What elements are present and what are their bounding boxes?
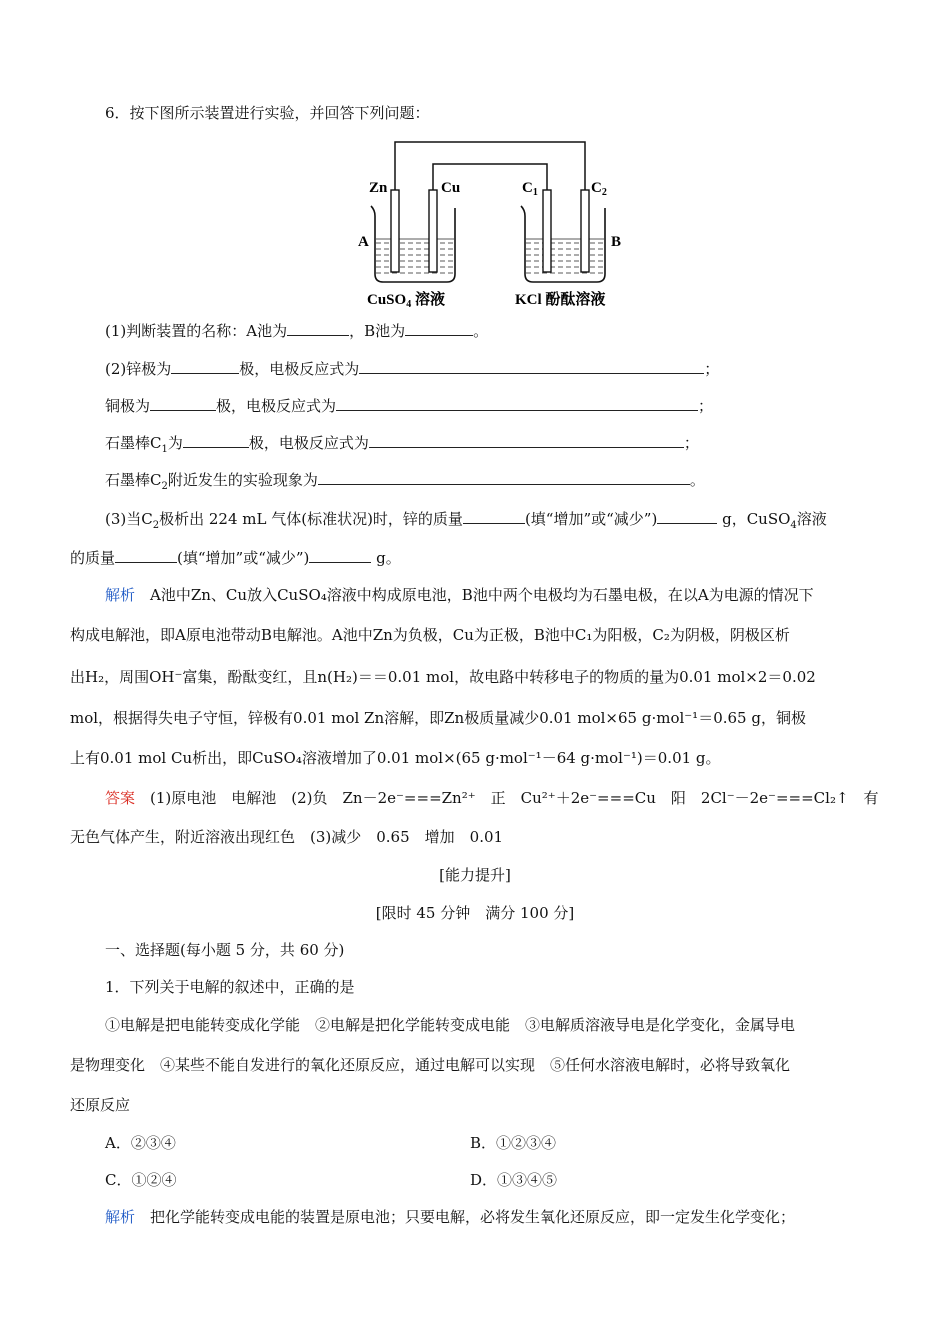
blank-zinc-equation[interactable] [359, 357, 704, 374]
question-6-stem: 6．按下图所示装置进行实验，并回答下列问题： [105, 104, 430, 122]
beaker-b [521, 206, 605, 282]
svg-text:C2 [591, 180, 607, 198]
q6-p4-text-b: 为 [167, 434, 183, 452]
q6-p5-text-c: 。 [689, 471, 705, 489]
option-c[interactable]: C．①②④ [105, 1171, 177, 1189]
q6-p2-text-a: (2)锌极为 [105, 360, 172, 378]
q6-part2-line [105, 357, 719, 380]
q6-analysis-line5: 上有0.01 mol Cu析出，即CuSO₄溶液增加了0.01 mol×(65 g·mol⁻¹－64 g·mol⁻¹)＝0.01 g。 [70, 749, 721, 767]
q6-answer-line1 [105, 787, 879, 809]
blank-c2-phenomenon[interactable] [318, 468, 690, 485]
label-solution-a-sub: 4 [406, 299, 412, 310]
section-part-title: 一、选择题(每小题 5 分，共 60 分) [105, 941, 345, 959]
beaker-a [371, 206, 455, 282]
q1-statement-line3: 还原反应 [70, 1096, 131, 1114]
q6-analysis-line3: 出H₂，周围OH⁻富集，酚酞变红，且n(H₂)＝＝0.01 mol，故电路中转移电子的物质的量为0.01 mol×2＝0.02 [70, 668, 816, 686]
q6-c1-line [105, 431, 699, 454]
q6-p2-text-c: ； [704, 360, 720, 378]
q6-p3-text-c: ； [698, 397, 714, 415]
electrochemistry-apparatus-figure [355, 138, 630, 310]
q6-p7-text-a: 的质量 [70, 549, 116, 567]
q6-p3-text-b: 极，电极反应式为 [216, 397, 337, 415]
option-a[interactable]: A．②③④ [105, 1134, 176, 1152]
q6-analysis-line2: 构成电解池，即A原电池带动B电解池。A池中Zn为负极，Cu为正极，B池中C₁为阳极，C₂为阴极，阴极区析 [70, 626, 790, 644]
q1-analysis-label: 解析 [105, 1208, 136, 1226]
q6-p4-sub: 1 [161, 444, 168, 455]
solution-a-liquid [376, 239, 454, 273]
q6-part1-line [105, 319, 488, 342]
q6-p6-text-b: 极析出 224 mL 气体(标准状况)时，锌的质量 [159, 510, 463, 528]
q6-p7-text-b: (填“增加”或“减少”) [177, 549, 310, 567]
q6-p1-text-c: 。 [473, 322, 489, 340]
q6-answer-text-1: (1)原电池 电解池 (2)负 Zn－2e⁻===Zn²⁺ 正 Cu²⁺＋2e⁻===Cu 阳 2Cl⁻－2e⁻===Cl₂↑ 有 [135, 789, 879, 807]
q6-p1-text-a: (1)判断装置的名称：A池为 [105, 322, 288, 340]
q6-p6-text-a: (3)当C [105, 510, 153, 528]
graphite-c1-electrode [543, 190, 551, 272]
solution-b-liquid [526, 239, 604, 273]
graphite-c2-electrode [581, 190, 589, 272]
blank-solution-mass[interactable] [309, 546, 371, 563]
section-title: [能力提升] [439, 866, 511, 884]
q1-statement-line2: 是物理变化 ④某些不能自发进行的氧化还原反应，通过电解可以实现 ⑤任何水溶液电解时，必将导致氧化 [70, 1056, 791, 1074]
label-c2-sub: 2 [601, 187, 607, 198]
blank-copper-pole[interactable] [150, 394, 216, 411]
q6-p4-text-d: ； [683, 434, 699, 452]
q6-part3-line [105, 507, 827, 530]
q6-p3-text-a: 铜极为 [105, 397, 151, 415]
q6-answer-line2: 无色气体产生，附近溶液出现红色 (3)减少 0.65 增加 0.01 [70, 828, 504, 846]
blank-b-pool[interactable] [405, 319, 473, 336]
label-c1: C [522, 180, 533, 196]
q6-copper-line [105, 394, 713, 417]
outer-wire [395, 142, 585, 190]
blank-zinc-change[interactable] [463, 507, 525, 524]
label-pool-b: B [611, 234, 622, 250]
blank-c1-equation[interactable] [369, 431, 684, 448]
q6-p5-text-a: 石墨棒C [105, 471, 162, 489]
label-zn: Zn [369, 180, 388, 196]
svg-text:CuSO4 溶液 [367, 290, 445, 310]
q6-p6-sub2: 4 [790, 520, 797, 531]
q1-statement-line1: ①电解是把电能转变成化学能 ②电解是把化学能转变成电能 ③电解质溶液导电是化学变化，金属导电 [105, 1016, 796, 1034]
q6-analysis-text-1: A池中Zn、Cu放入CuSO₄溶液中构成原电池，B池中两个电极均为石墨电极，在以A为电源的情况下 [135, 586, 814, 604]
label-c2: C [591, 180, 602, 196]
blank-zinc-mass[interactable] [657, 507, 717, 524]
q6-p6-text-c: (填“增加”或“减少”) [524, 510, 658, 528]
blank-copper-equation[interactable] [336, 394, 698, 411]
q6-p1-text-b: ，B池为 [349, 322, 406, 340]
q6-analysis-line1 [105, 584, 814, 606]
q6-p6-text-d: g，CuSO [717, 510, 791, 528]
label-cu: Cu [441, 180, 461, 196]
question-1-stem: 1．下列关于电解的叙述中，正确的是 [105, 978, 355, 996]
q1-analysis-line1 [105, 1206, 795, 1228]
q6-p5-sub: 2 [161, 481, 168, 492]
q6-p7-text-c: g。 [371, 549, 401, 567]
label-c1-sub: 1 [532, 187, 538, 198]
blank-solution-change[interactable] [115, 546, 177, 563]
option-b[interactable]: B．①②③④ [470, 1134, 557, 1152]
copper-electrode [429, 190, 437, 272]
blank-a-pool[interactable] [287, 319, 349, 336]
q6-c2-line [105, 468, 705, 491]
option-d[interactable]: D．①③④⑤ [470, 1171, 558, 1189]
label-pool-a: A [358, 234, 369, 250]
q1-analysis-text: 把化学能转变成电能的装置是原电池；只要电解，必将发生氧化还原反应，即一定发生化学变化； [135, 1208, 796, 1226]
blank-zinc-pole[interactable] [171, 357, 239, 374]
q6-p4-text-a: 石墨棒C [105, 434, 162, 452]
q6-p6-text-e: 溶液 [796, 510, 827, 528]
zinc-electrode [391, 190, 399, 272]
q6-part3-line2 [70, 546, 401, 569]
q6-analysis-line4: mol，根据得失电子守恒，锌极有0.01 mol Zn溶解，即Zn极质量减少0.01 mol×65 g·mol⁻¹＝0.65 g，铜极 [70, 709, 806, 727]
label-solution-b: KCl 酚酞溶液 [515, 292, 606, 308]
answer-label: 答案 [105, 789, 136, 807]
label-solution-a-tail: 溶液 [411, 292, 445, 308]
q6-p6-sub: 2 [152, 520, 160, 531]
q6-p2-text-b: 极，电极反应式为 [239, 360, 360, 378]
section-time-limit: [限时 45 分钟 满分 100 分] [375, 904, 575, 922]
q6-p5-text-b: 附近发生的实验现象为 [167, 471, 318, 489]
analysis-label: 解析 [105, 586, 136, 604]
label-solution-a: CuSO [367, 292, 407, 308]
q6-p4-text-c: 极，电极反应式为 [248, 434, 369, 452]
svg-text:C1 [522, 180, 538, 198]
blank-c1-pole[interactable] [183, 431, 249, 448]
